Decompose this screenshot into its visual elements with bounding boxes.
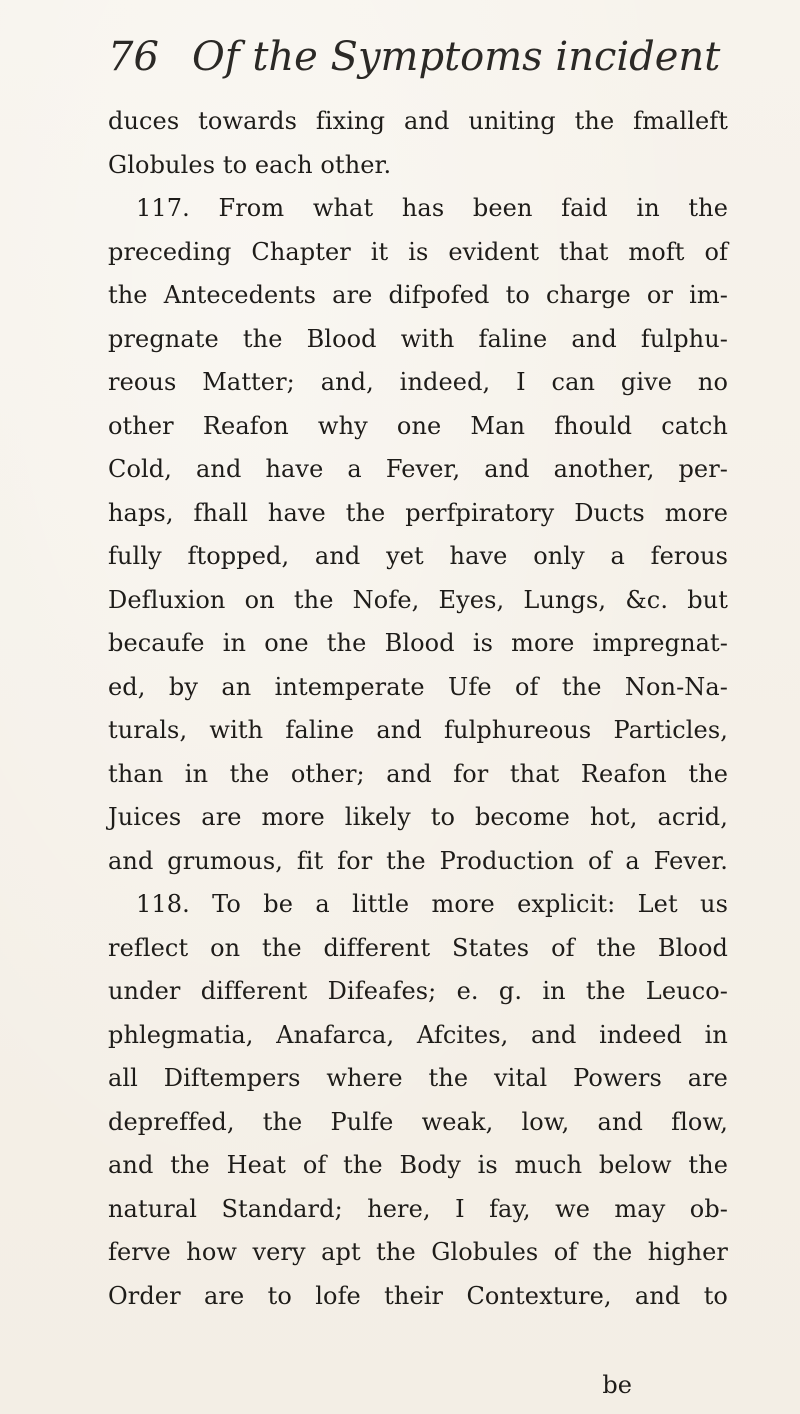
text-line: and the Heat of the Body is much below the (108, 1151, 728, 1179)
running-title: Of the Symptoms incident (192, 34, 721, 80)
text-line: becaufe in one the Blood is more impregnat- (108, 629, 728, 657)
text-line: Cold, and have a Fever, and another, per- (108, 455, 728, 483)
page-header (108, 34, 720, 104)
text-line: phlegmatia, Anafarca, Afcites, and indeed in (108, 1020, 728, 1049)
text-line: and grumous, fit for the Production of a Fever. (108, 846, 728, 875)
text-line: duces towards fixing and uniting the fmalleft (108, 107, 728, 135)
text-line: reous Matter; and, indeed, I can give no (108, 368, 728, 396)
text-line: Juices are more likely to become hot, acrid, (108, 803, 728, 831)
text-line: all Diftempers where the vital Powers are (108, 1064, 728, 1092)
text-line: preceding Chapter it is evident that moft of (108, 237, 728, 266)
page-number: 76 (108, 34, 159, 80)
text-line: the Antecedents are difpofed to charge or im- (108, 281, 728, 309)
text-line: Order are to lofe their Contexture, and to (108, 1281, 728, 1310)
text-line: than in the other; and for that Reafon the (108, 759, 728, 788)
text-line: turals, with faline and fulphureous Particles, (108, 716, 728, 744)
text-line: Defluxion on the Nofe, Eyes, Lungs, &c. but (108, 585, 728, 614)
catchword: be (602, 1371, 632, 1399)
body-text (108, 100, 728, 1318)
text-line: Globules to each other. (108, 150, 392, 179)
text-line: pregnate the Blood with faline and fulphu- (108, 324, 728, 353)
text-line: fully ftopped, and yet have only a ferous (108, 542, 728, 570)
text-line: natural Standard; here, I fay, we may ob- (108, 1194, 728, 1223)
paragraph-118-start: 118. To be a little more explicit: Let us (136, 890, 728, 918)
text-line: reflect on the different States of the Blood (108, 933, 728, 962)
text-line: ferve how very apt the Globules of the higher (108, 1238, 728, 1266)
text-line: haps, fhall have the perfpiratory Ducts more (108, 498, 728, 527)
catchword-row (0, 1371, 800, 1399)
text-line: other Reafon why one Man fhould catch (108, 411, 728, 440)
text-line: ed, by an intemperate Ufe of the Non-Na- (108, 672, 728, 701)
text-line: under different Difeafes; e. g. in the Leuco- (108, 977, 728, 1005)
text-line: depreffed, the Pulfe weak, low, and flow, (108, 1107, 728, 1136)
paragraph-117-start: 117. From what has been faid in the (136, 194, 728, 222)
